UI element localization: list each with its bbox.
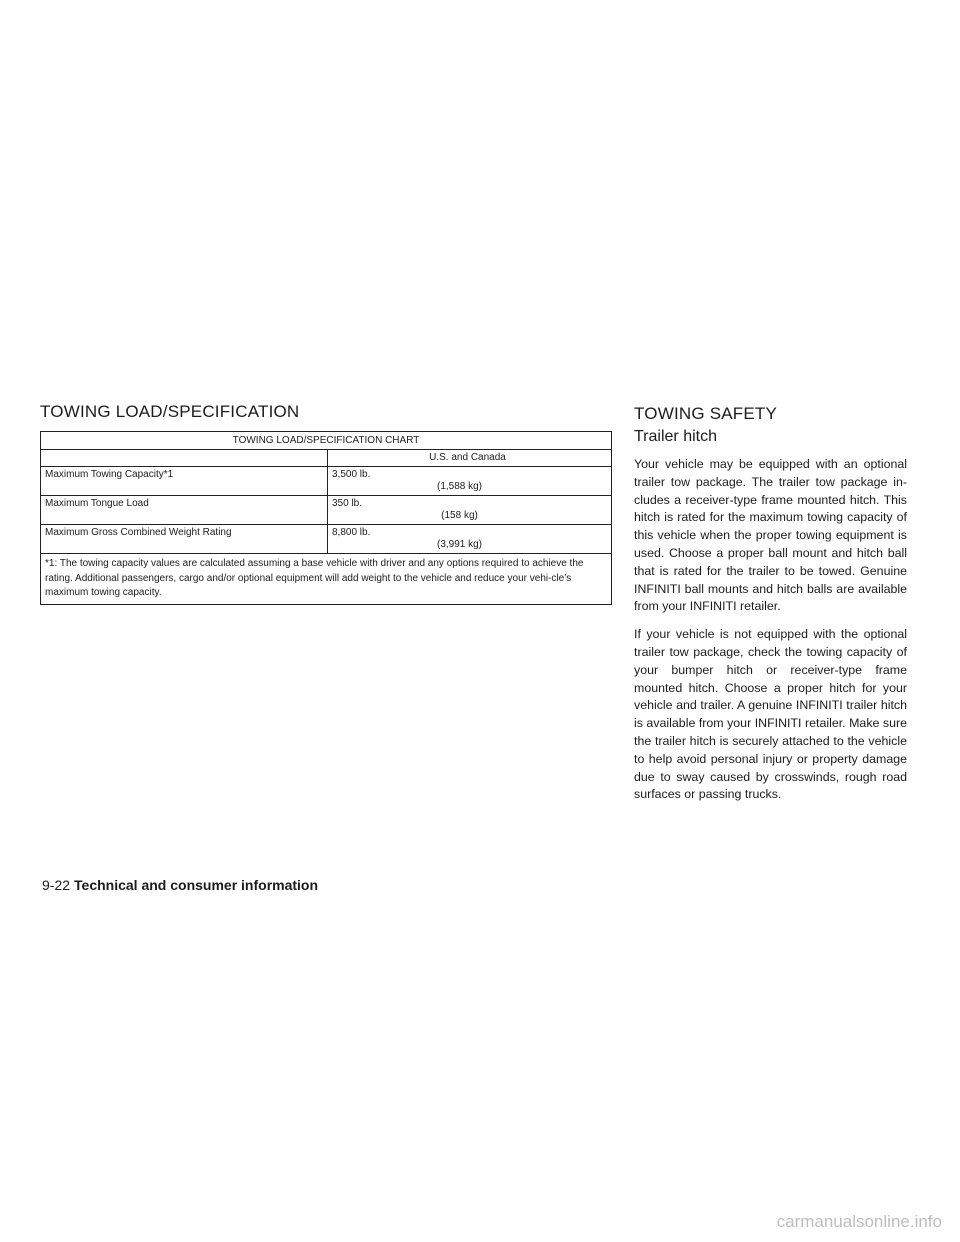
- section-heading-towing-load: TOWING LOAD/SPECIFICATION: [40, 402, 300, 421]
- table-row: [41, 467, 612, 496]
- row-label: Maximum Towing Capacity*1: [41, 467, 328, 496]
- row-label: Maximum Gross Combined Weight Rating: [41, 525, 328, 554]
- row-label: Maximum Tongue Load: [41, 496, 328, 525]
- section-heading-towing-safety: TOWING SAFETY: [634, 404, 778, 423]
- towing-spec-table: [40, 431, 612, 605]
- paragraph: Your vehicle may be equipped with an optional trailer tow package. The trailer tow package in-cludes a receiver-type frame mounted hitch. This hitch is rated for the maximum towing capacity of this vehicle when the proper towing equipment is used. Choose a proper ball mount and hitch ball that is rated for the trailer to be towed. Genuine INFINITI ball mounts and hitch balls are available from your INFINITI retailer.: [634, 457, 907, 614]
- table-header-empty: [41, 450, 328, 467]
- table-caption: TOWING LOAD/SPECIFICATION CHART: [41, 432, 612, 450]
- value-kilograms: (1,588 kg): [436, 481, 483, 492]
- page-footer: [42, 877, 318, 893]
- table-row: [41, 525, 612, 554]
- subheading-trailer-hitch: Trailer hitch: [634, 428, 717, 445]
- row-value: [328, 467, 612, 496]
- value-kilograms: (158 kg): [441, 510, 478, 521]
- table-footnote: *1: The towing capacity values are calculated assuming a base vehicle with driver and any options required to achieve the rating. Additional passengers, cargo and/or optional equipment will add weight to the vehicle and reduce your vehi-cle’s maximum towing capacity.: [41, 554, 612, 605]
- watermark: carmanualsonline.info: [776, 1212, 942, 1231]
- value-pounds: 350 lb.: [332, 498, 363, 509]
- value-pounds: 3,500 lb.: [332, 469, 371, 480]
- towing-safety-section: [634, 404, 907, 814]
- value-pounds: 8,800 lb.: [332, 527, 371, 538]
- value-kilograms: (3,991 kg): [436, 539, 483, 550]
- footer-section-title: Technical and consumer information: [74, 877, 319, 893]
- paragraph: If your vehicle is not equipped with the optional trailer tow package, check the towing capacity of your bumper hitch or receiver-type frame mounted hitch. Choose a proper hitch for your vehicle and trailer. A genuine INFINITI trailer hitch is available from your INFINITI retailer. Make sure the trailer hitch is securely attached to the vehicle to help avoid personal injury or property damage due to sway caused by crosswinds, rough road surfaces or passing trucks.: [634, 627, 907, 802]
- table-header-region: U.S. and Canada: [328, 450, 612, 467]
- row-value: [328, 496, 612, 525]
- page-number: 9-22: [42, 877, 71, 893]
- row-value: [328, 525, 612, 554]
- table-row: [41, 496, 612, 525]
